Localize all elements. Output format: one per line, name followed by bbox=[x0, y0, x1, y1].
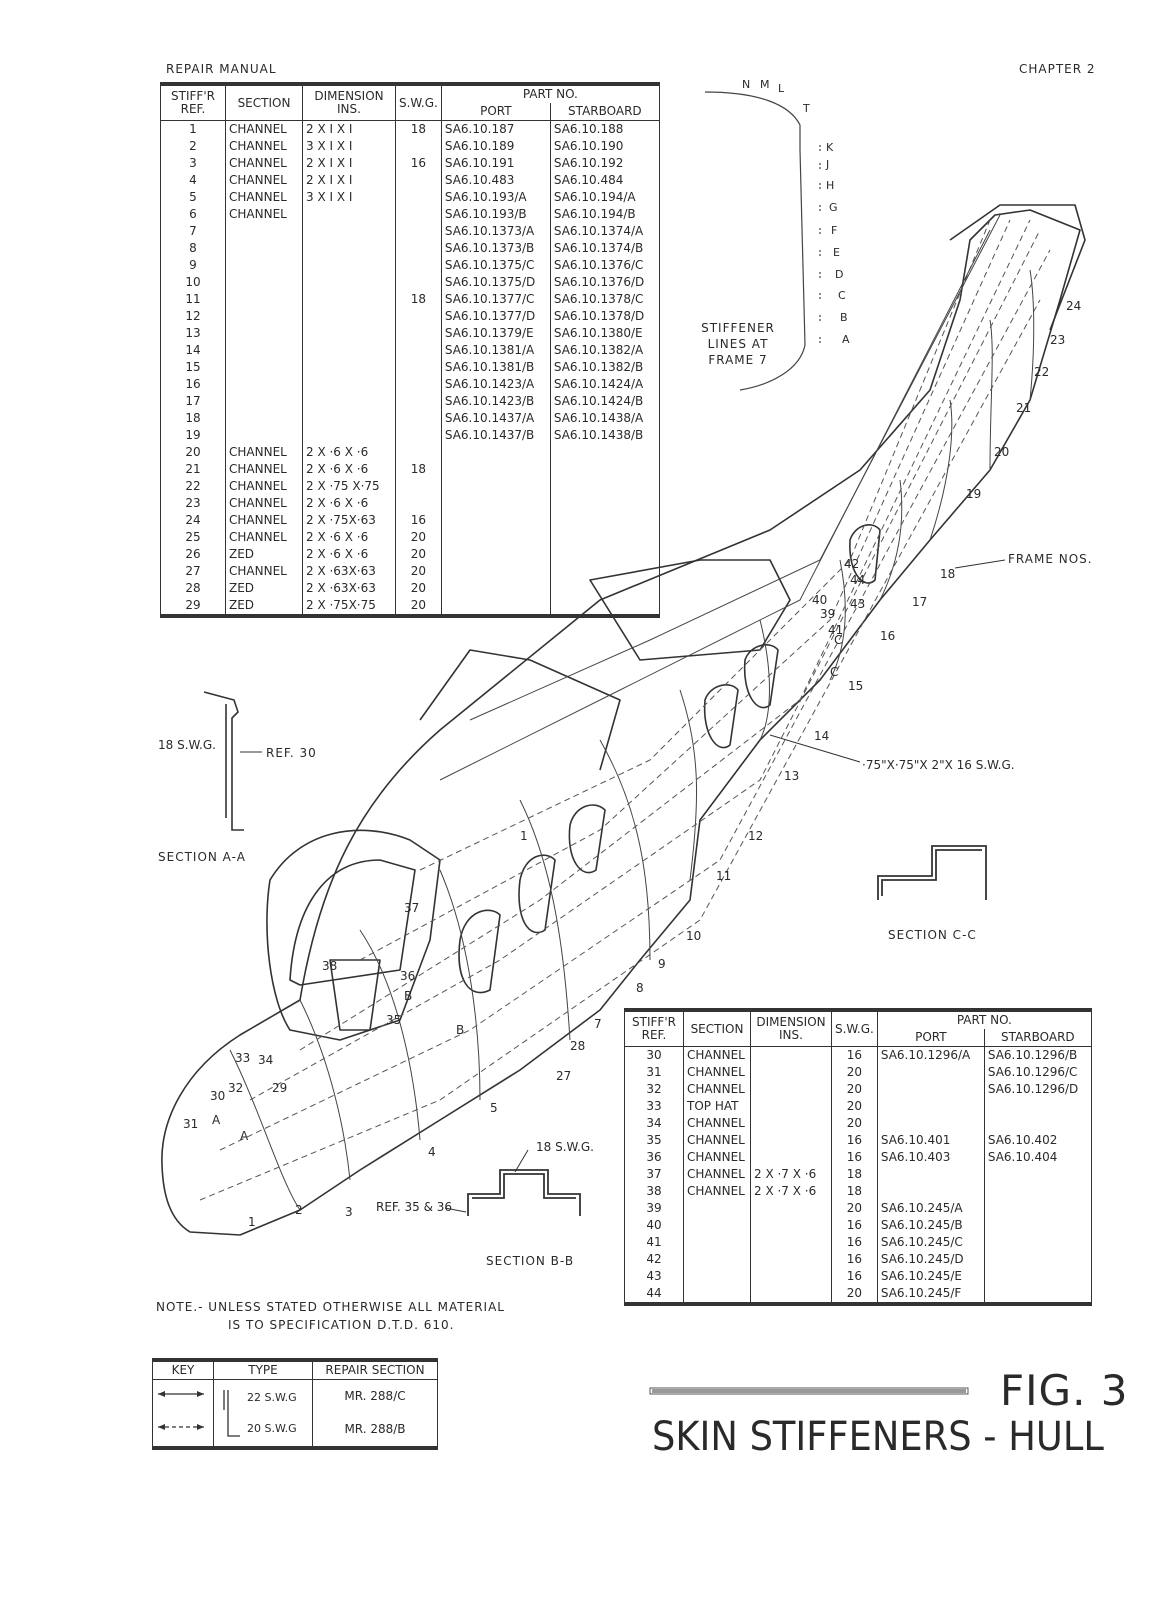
cell-ref: 33 bbox=[625, 1098, 684, 1115]
cell-dim: 2 X ·75X·63 bbox=[303, 512, 396, 529]
window bbox=[705, 685, 738, 748]
frame-letter: G bbox=[829, 201, 838, 214]
cell-swg: 16 bbox=[832, 1217, 878, 1234]
figure-title: SKIN STIFFENERS - HULL bbox=[652, 1414, 1104, 1460]
cell-port: SA6.10.1437/A bbox=[441, 410, 550, 427]
cell-ref: 44 bbox=[625, 1285, 684, 1304]
svg-text:2: 2 bbox=[295, 1203, 303, 1217]
section-aa-title: SECTION A-A bbox=[158, 850, 246, 864]
col-repair: REPAIR SECTION bbox=[313, 1360, 438, 1380]
header-left: REPAIR MANUAL bbox=[166, 62, 277, 76]
col-ref: STIFF'R REF. bbox=[161, 84, 226, 121]
col-section: SECTION bbox=[226, 84, 303, 121]
cell-port: SA6.10.193/B bbox=[441, 206, 550, 223]
cell-dim: 2 X ·6 X ·6 bbox=[303, 461, 396, 478]
cell-section: CHANNEL bbox=[684, 1183, 751, 1200]
col-partno: PART NO. bbox=[441, 84, 659, 103]
cell-starboard: SA6.10.1438/A bbox=[550, 410, 659, 427]
cell-ref: 5 bbox=[161, 189, 226, 206]
header-right: CHAPTER 2 bbox=[1019, 62, 1096, 76]
svg-text:4: 4 bbox=[428, 1145, 436, 1159]
cell-starboard: SA6.10.1438/B bbox=[550, 427, 659, 444]
col-type: TYPE bbox=[214, 1360, 313, 1380]
section-cc-title: SECTION C-C bbox=[888, 928, 977, 942]
cell-dim: 2 X ·7 X ·6 bbox=[751, 1183, 832, 1200]
cell-ref: 10 bbox=[161, 274, 226, 291]
key-swg-20: 20 S.W.G bbox=[247, 1421, 297, 1435]
cell-section: CHANNEL bbox=[226, 155, 303, 172]
svg-text:39: 39 bbox=[820, 607, 836, 621]
svg-text:37: 37 bbox=[404, 901, 420, 915]
cell-swg: 20 bbox=[832, 1200, 878, 1217]
cell-ref: 8 bbox=[161, 240, 226, 257]
cell-section: CHANNEL bbox=[226, 444, 303, 461]
col-dimension: DIMENSION INS. bbox=[303, 84, 396, 121]
cell-starboard: SA6.10.1376/D bbox=[550, 274, 659, 291]
note-line-2: IS TO SPECIFICATION D.T.D. 610. bbox=[228, 1318, 455, 1332]
cell-starboard: SA6.10.402 bbox=[984, 1132, 1091, 1149]
cell-section: CHANNEL bbox=[226, 121, 303, 139]
frame-letter: B bbox=[840, 311, 848, 324]
cell-ref: 24 bbox=[161, 512, 226, 529]
section-aa-icon bbox=[204, 692, 244, 830]
cell-ref: 18 bbox=[161, 410, 226, 427]
cell-starboard: SA6.10.1424/A bbox=[550, 376, 659, 393]
cell-ref: 19 bbox=[161, 427, 226, 444]
cell-starboard: SA6.10.1424/B bbox=[550, 393, 659, 410]
cell-dim: 2 X ·6 X ·6 bbox=[303, 529, 396, 546]
svg-text:B: B bbox=[456, 1023, 465, 1037]
cell-swg: 20 bbox=[396, 529, 442, 546]
frame-nos-label: FRAME NOS. bbox=[1008, 552, 1093, 566]
svg-text:1: 1 bbox=[248, 1215, 256, 1229]
note-line-1: NOTE.- UNLESS STATED OTHERWISE ALL MATERIAL bbox=[156, 1300, 505, 1314]
svg-text:C: C bbox=[830, 665, 839, 679]
cell-swg: 16 bbox=[396, 512, 442, 529]
cell-swg: 16 bbox=[396, 155, 442, 172]
cell-ref: 39 bbox=[625, 1200, 684, 1217]
cell-swg: 20 bbox=[832, 1285, 878, 1304]
cell-section: CHANNEL bbox=[684, 1047, 751, 1065]
cell-ref: 42 bbox=[625, 1251, 684, 1268]
cell-ref: 37 bbox=[625, 1166, 684, 1183]
svg-text:C: C bbox=[834, 633, 843, 647]
cell-ref: 4 bbox=[161, 172, 226, 189]
svg-text:24: 24 bbox=[1066, 299, 1082, 313]
col-ref: STIFF'R REF. bbox=[625, 1010, 684, 1047]
svg-text:20: 20 bbox=[994, 445, 1010, 459]
cell-ref: 35 bbox=[625, 1132, 684, 1149]
cell-port: SA6.10.1379/E bbox=[441, 325, 550, 342]
cell-dim: 2 X ·6 X ·6 bbox=[303, 546, 396, 563]
section-bb-icon bbox=[468, 1170, 580, 1216]
cell-section: CHANNEL bbox=[684, 1064, 751, 1081]
cell-ref: 20 bbox=[161, 444, 226, 461]
col-port: PORT bbox=[877, 1029, 984, 1047]
col-swg: S.W.G. bbox=[832, 1010, 878, 1047]
cell-section: CHANNEL bbox=[684, 1132, 751, 1149]
svg-text:34: 34 bbox=[258, 1053, 274, 1067]
svg-text:7: 7 bbox=[594, 1017, 602, 1031]
cell-port: SA6.10.191 bbox=[441, 155, 550, 172]
cell-swg: 20 bbox=[396, 563, 442, 580]
cell-section: ZED bbox=[226, 546, 303, 563]
cell-ref: 2 bbox=[161, 138, 226, 155]
svg-text:10: 10 bbox=[686, 929, 702, 943]
cell-swg: 20 bbox=[396, 580, 442, 597]
cell-ref: 32 bbox=[625, 1081, 684, 1098]
window bbox=[519, 855, 555, 932]
cell-swg: 20 bbox=[396, 546, 442, 563]
cell-dim: 2 X I X I bbox=[303, 121, 396, 139]
col-starboard: STARBOARD bbox=[550, 103, 659, 121]
svg-text:18: 18 bbox=[940, 567, 956, 581]
cell-starboard: SA6.10.1378/D bbox=[550, 308, 659, 325]
cell-dim: 2 X ·7 X ·6 bbox=[751, 1166, 832, 1183]
svg-text:21: 21 bbox=[1016, 401, 1032, 415]
cell-port: SA6.10.1296/A bbox=[877, 1047, 984, 1065]
svg-text:41: 41 bbox=[828, 623, 844, 637]
window bbox=[745, 645, 778, 708]
col-key: KEY bbox=[153, 1360, 214, 1380]
cell-ref: 43 bbox=[625, 1268, 684, 1285]
cell-ref: 16 bbox=[161, 376, 226, 393]
cell-starboard: SA6.10.1382/A bbox=[550, 342, 659, 359]
cell-port: SA6.10.245/C bbox=[877, 1234, 984, 1251]
cell-port: SA6.10.483 bbox=[441, 172, 550, 189]
frame-letter: A bbox=[842, 333, 850, 346]
cell-section: CHANNEL bbox=[226, 189, 303, 206]
cell-swg: 16 bbox=[832, 1132, 878, 1149]
cell-starboard: SA6.10.484 bbox=[550, 172, 659, 189]
frame-letter: H bbox=[826, 179, 835, 192]
svg-text:11: 11 bbox=[716, 869, 732, 883]
cell-dim: 2 X ·75X·75 bbox=[303, 597, 396, 616]
cell-ref: 6 bbox=[161, 206, 226, 223]
cell-ref: 21 bbox=[161, 461, 226, 478]
cell-section: CHANNEL bbox=[226, 138, 303, 155]
col-partno: PART NO. bbox=[877, 1010, 1091, 1029]
svg-text:5: 5 bbox=[490, 1101, 498, 1115]
cell-ref: 17 bbox=[161, 393, 226, 410]
cell-port: SA6.10.403 bbox=[877, 1149, 984, 1166]
cell-starboard: SA6.10.404 bbox=[984, 1149, 1091, 1166]
cell-section: ZED bbox=[226, 580, 303, 597]
section-bb-title: SECTION B-B bbox=[486, 1254, 575, 1268]
cell-dim: 2 X ·6 X ·6 bbox=[303, 495, 396, 512]
cell-dim: 3 X I X I bbox=[303, 189, 396, 206]
frame-letter: D bbox=[835, 268, 844, 281]
svg-text:13: 13 bbox=[784, 769, 800, 783]
cell-ref: 12 bbox=[161, 308, 226, 325]
figure-number: FIG. 3 bbox=[1000, 1366, 1129, 1415]
svg-text:28: 28 bbox=[570, 1039, 586, 1053]
cell-swg: 20 bbox=[832, 1064, 878, 1081]
cell-port: SA6.10.1423/B bbox=[441, 393, 550, 410]
svg-text:33: 33 bbox=[235, 1051, 251, 1065]
svg-text:3: 3 bbox=[345, 1205, 353, 1219]
cell-starboard: SA6.10.190 bbox=[550, 138, 659, 155]
cell-ref: 38 bbox=[625, 1183, 684, 1200]
cell-port: SA6.10.189 bbox=[441, 138, 550, 155]
frame-letter: F bbox=[831, 224, 838, 237]
col-swg: S.W.G. bbox=[396, 84, 442, 121]
cell-starboard: SA6.10.192 bbox=[550, 155, 659, 172]
cell-ref: 29 bbox=[161, 597, 226, 616]
section-bb-swg: 18 S.W.G. bbox=[536, 1140, 594, 1154]
cell-starboard: SA6.10.1378/C bbox=[550, 291, 659, 308]
cell-section: CHANNEL bbox=[684, 1115, 751, 1132]
cell-ref: 22 bbox=[161, 478, 226, 495]
cell-port: SA6.10.1373/A bbox=[441, 223, 550, 240]
cell-ref: 34 bbox=[625, 1115, 684, 1132]
svg-text:30: 30 bbox=[210, 1089, 226, 1103]
cell-dim: 2 X I X I bbox=[303, 172, 396, 189]
cell-swg: 20 bbox=[832, 1081, 878, 1098]
cell-ref: 26 bbox=[161, 546, 226, 563]
cell-port: SA6.10.401 bbox=[877, 1132, 984, 1149]
cell-starboard: SA6.10.1376/C bbox=[550, 257, 659, 274]
cell-port: SA6.10.1381/B bbox=[441, 359, 550, 376]
cell-swg: 16 bbox=[832, 1251, 878, 1268]
cell-swg: 18 bbox=[396, 121, 442, 139]
cell-ref: 27 bbox=[161, 563, 226, 580]
cell-ref: 30 bbox=[625, 1047, 684, 1065]
cell-starboard: SA6.10.1296/D bbox=[984, 1081, 1091, 1098]
svg-text:31: 31 bbox=[183, 1117, 199, 1131]
svg-text:15: 15 bbox=[848, 679, 864, 693]
cell-swg: 16 bbox=[832, 1047, 878, 1065]
svg-text:40: 40 bbox=[812, 593, 828, 607]
cell-port: SA6.10.193/A bbox=[441, 189, 550, 206]
cell-ref: 15 bbox=[161, 359, 226, 376]
col-starboard: STARBOARD bbox=[984, 1029, 1091, 1047]
cell-starboard: SA6.10.194/A bbox=[550, 189, 659, 206]
cell-dim: 3 X I X I bbox=[303, 138, 396, 155]
cell-section: CHANNEL bbox=[226, 172, 303, 189]
cell-starboard: SA6.10.1380/E bbox=[550, 325, 659, 342]
cell-swg: 16 bbox=[832, 1149, 878, 1166]
cell-ref: 31 bbox=[625, 1064, 684, 1081]
cell-ref: 7 bbox=[161, 223, 226, 240]
frame-letter: M bbox=[760, 78, 770, 91]
cell-ref: 40 bbox=[625, 1217, 684, 1234]
frame-letter: C bbox=[838, 289, 846, 302]
cell-section: CHANNEL bbox=[226, 461, 303, 478]
frame-letter: E bbox=[833, 246, 840, 259]
cell-starboard: SA6.10.1374/B bbox=[550, 240, 659, 257]
cell-section: CHANNEL bbox=[684, 1166, 751, 1183]
cell-section: CHANNEL bbox=[226, 478, 303, 495]
col-section: SECTION bbox=[684, 1010, 751, 1047]
frame-letter: T bbox=[803, 102, 810, 115]
svg-text:43: 43 bbox=[850, 597, 866, 611]
cell-ref: 25 bbox=[161, 529, 226, 546]
section-cc-icon bbox=[878, 846, 986, 900]
cell-section: CHANNEL bbox=[226, 495, 303, 512]
cell-starboard: SA6.10.1296/C bbox=[984, 1064, 1091, 1081]
cell-swg: 20 bbox=[396, 597, 442, 616]
cell-swg: 20 bbox=[832, 1098, 878, 1115]
cell-section: ZED bbox=[226, 597, 303, 616]
svg-text:A: A bbox=[212, 1113, 221, 1127]
svg-text:A: A bbox=[240, 1129, 249, 1143]
cell-port: SA6.10.245/E bbox=[877, 1268, 984, 1285]
cell-swg: 18 bbox=[396, 461, 442, 478]
cell-port: SA6.10.1375/C bbox=[441, 257, 550, 274]
svg-text:8: 8 bbox=[636, 981, 644, 995]
cell-port: SA6.10.1437/B bbox=[441, 427, 550, 444]
svg-text:38: 38 bbox=[322, 959, 338, 973]
cell-port: SA6.10.1373/B bbox=[441, 240, 550, 257]
cell-ref: 23 bbox=[161, 495, 226, 512]
cell-ref: 1 bbox=[161, 121, 226, 139]
cell-ref: 41 bbox=[625, 1234, 684, 1251]
svg-text:17: 17 bbox=[912, 595, 928, 609]
cell-ref: 36 bbox=[625, 1149, 684, 1166]
cell-section: CHANNEL bbox=[226, 206, 303, 223]
cell-starboard: SA6.10.1296/B bbox=[984, 1047, 1091, 1065]
cell-dim: 2 X ·63X·63 bbox=[303, 580, 396, 597]
svg-text:14: 14 bbox=[814, 729, 830, 743]
cell-port: SA6.10.1375/D bbox=[441, 274, 550, 291]
section-aa-swg: 18 S.W.G. bbox=[158, 738, 216, 752]
frame-letter: L bbox=[778, 82, 785, 95]
key-repair-b: MR. 288/B bbox=[313, 1414, 438, 1448]
cell-swg: 18 bbox=[396, 291, 442, 308]
cell-port: SA6.10.1377/D bbox=[441, 308, 550, 325]
section-aa-ref: REF. 30 bbox=[266, 746, 317, 760]
cell-section: CHANNEL bbox=[226, 512, 303, 529]
key-repair-c: MR. 288/C bbox=[313, 1380, 438, 1414]
stiffener-lines-label: STIFFENER LINES AT FRAME 7 bbox=[701, 321, 775, 367]
hull-outline bbox=[162, 210, 1080, 1235]
cell-section: CHANNEL bbox=[226, 563, 303, 580]
cell-swg: 20 bbox=[832, 1115, 878, 1132]
cell-port: SA6.10.1423/A bbox=[441, 376, 550, 393]
cell-section: TOP HAT bbox=[684, 1098, 751, 1115]
cell-port: SA6.10.245/A bbox=[877, 1200, 984, 1217]
cell-section: CHANNEL bbox=[684, 1149, 751, 1166]
canopy-outline bbox=[267, 830, 440, 1040]
cell-port: SA6.10.245/D bbox=[877, 1251, 984, 1268]
cell-starboard: SA6.10.188 bbox=[550, 121, 659, 139]
cell-section: CHANNEL bbox=[226, 529, 303, 546]
cell-port: SA6.10.245/B bbox=[877, 1217, 984, 1234]
col-dimension: DIMENSION INS. bbox=[751, 1010, 832, 1047]
cell-port: SA6.10.1381/A bbox=[441, 342, 550, 359]
svg-text:27: 27 bbox=[556, 1069, 572, 1083]
cell-ref: 3 bbox=[161, 155, 226, 172]
cell-dim: 2 X ·6 X ·6 bbox=[303, 444, 396, 461]
svg-text:16: 16 bbox=[880, 629, 896, 643]
svg-text:22: 22 bbox=[1034, 365, 1050, 379]
cell-starboard: SA6.10.194/B bbox=[550, 206, 659, 223]
cell-starboard: SA6.10.1382/B bbox=[550, 359, 659, 376]
key-swg-22: 22 S.W.G bbox=[247, 1390, 297, 1404]
svg-text:23: 23 bbox=[1050, 333, 1066, 347]
frame-letter: N bbox=[742, 78, 751, 91]
frame-letter: K bbox=[826, 141, 834, 154]
cell-ref: 9 bbox=[161, 257, 226, 274]
cell-dim: 2 X ·75 X·75 bbox=[303, 478, 396, 495]
svg-text:1: 1 bbox=[520, 829, 528, 843]
cell-swg: 18 bbox=[832, 1166, 878, 1183]
col-port: PORT bbox=[441, 103, 550, 121]
cell-port: SA6.10.1377/C bbox=[441, 291, 550, 308]
frame-letter: J bbox=[826, 158, 830, 171]
cell-swg: 16 bbox=[832, 1234, 878, 1251]
cell-starboard: SA6.10.1374/A bbox=[550, 223, 659, 240]
cell-dim: 2 X ·63X·63 bbox=[303, 563, 396, 580]
svg-text:44: 44 bbox=[850, 573, 866, 587]
cell-ref: 14 bbox=[161, 342, 226, 359]
svg-text:36: 36 bbox=[400, 969, 416, 983]
svg-text:19: 19 bbox=[966, 487, 982, 501]
section-bb-ref: REF. 35 & 36 bbox=[376, 1200, 453, 1214]
cell-swg: 18 bbox=[832, 1183, 878, 1200]
cell-ref: 11 bbox=[161, 291, 226, 308]
svg-text:32: 32 bbox=[228, 1081, 244, 1095]
cell-port: SA6.10.187 bbox=[441, 121, 550, 139]
svg-text:35: 35 bbox=[386, 1013, 402, 1027]
cell-section: CHANNEL bbox=[684, 1081, 751, 1098]
cell-ref: 28 bbox=[161, 580, 226, 597]
cell-port: SA6.10.245/F bbox=[877, 1285, 984, 1304]
svg-text:42: 42 bbox=[844, 557, 860, 571]
svg-text:29: 29 bbox=[272, 1081, 288, 1095]
svg-text:9: 9 bbox=[658, 957, 666, 971]
svg-text:B: B bbox=[404, 989, 413, 1003]
cell-ref: 13 bbox=[161, 325, 226, 342]
cell-swg: 16 bbox=[832, 1268, 878, 1285]
cell-dim: 2 X I X I bbox=[303, 155, 396, 172]
window bbox=[569, 805, 605, 873]
svg-text:12: 12 bbox=[748, 829, 764, 843]
angle-spec-label: ·75"X·75"X 2"X 16 S.W.G. bbox=[862, 758, 1015, 772]
